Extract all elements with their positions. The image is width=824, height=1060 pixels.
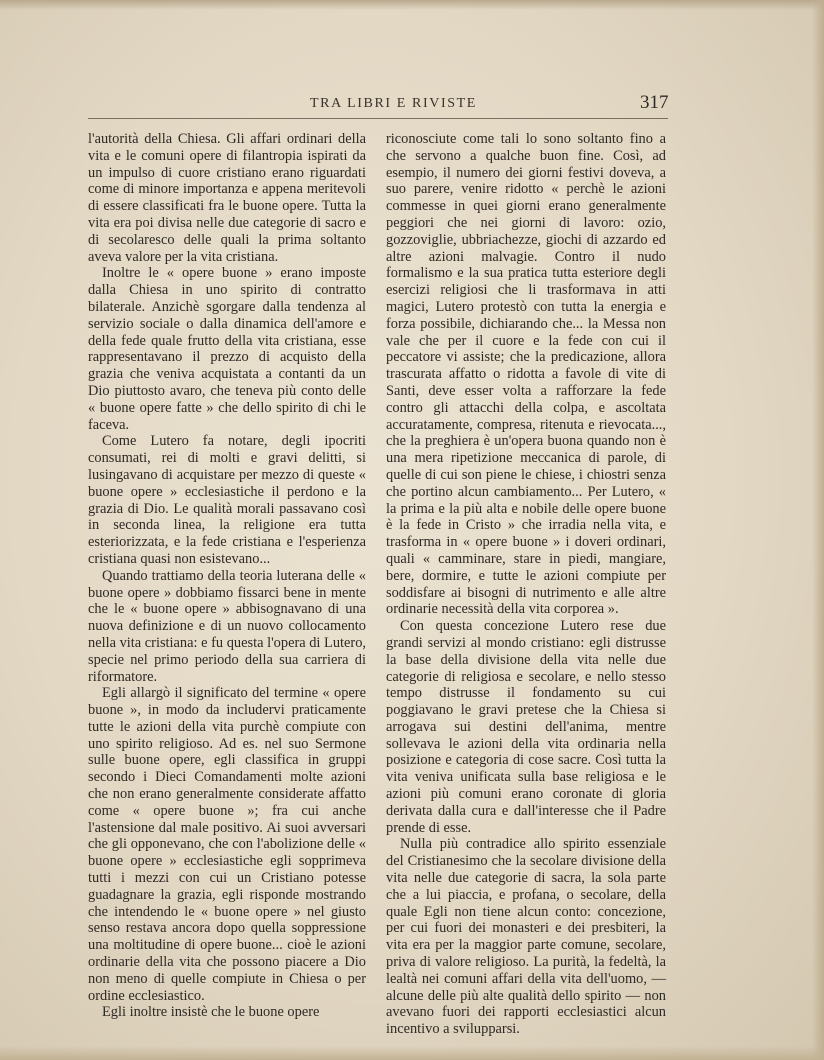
header-rule [88,118,668,119]
left-column [88,131,366,1021]
paragraph: Come Lutero fa notare, degli ipocriti consumati, rei di molti e gravi delitti, si lusingavano di acquistare per mezzo di queste « buone opere » ecclesiastiche il perdono e la grazia di Dio. Le qualità morali passavano così in seconda linea, la religione era tutta esteriorizzata, e la fede cristiana e l'esperienza cristiana quasi non esistevano... [88,433,366,567]
page-number: 317 [640,92,669,113]
paragraph: Egli allargò il significato del termine « opere buone », in modo da includervi praticamente tutte le azioni della vita purchè compiute con uno spirito religioso. Ad es. nel suo Sermone sulle buone opere, egli classifica in gruppi secondo i Dieci Comandamenti molte azioni che non erano generalmente considerate affatto come « opere buone »; fra cui anche l'astensione dal male positivo. Ai suoi avversari che gli opponevano, che con l'abolizione delle « buone opere » ecclesiastiche egli sopprimeva tutti i mezzi con cui un Cristiano potesse guadagnare la grazia, egli risponde mostrando che intendendo le « buone opere » nel giusto senso restava ancora dopo quella soppressione una moltitudine di opere buone... cioè le azioni ordinarie della vita che possono piacere a Dio non meno di quelle compiute in Chiesa o per ordine ecclesiastico. [88,685,366,1004]
running-head: TRA LIBRI E RIVISTE [310,96,477,111]
paragraph: Quando trattiamo della teoria luterana delle « buone opere » dobbiamo fissarci bene in mente che le « buone opere » abbisognavano di una nuova definizione e di un nuovo collocamento nella vita cristiana: e fu questa l'opera di Lutero, specie nel primo periodo della sua carriera di riformatore. [88,567,366,685]
paragraph: l'autorità della Chiesa. Gli affari ordinari della vita e le comuni opere di filantropia ispirati da un impulso di cuore cristiano erano riguardati come di minore importanza e appena meritevoli di essere classificati fra le buone opere. Tutta la vita era poi divisa nelle due categorie di sacro e di secolaresco delle quali la prima soltanto aveva valore per la vita cristiana. [88,131,366,265]
paragraph: Inoltre le « opere buone » erano imposte dalla Chiesa in uno spirito di contratto bilaterale. Anzichè sgorgare dalla tendenza al servizio sociale o dalla dinamica dell'amore e della fede quale frutto della vita cristiana, esse rappresentavano il prezzo di acquisto della grazia che veniva acquistata a contanti da un Dio piuttosto avaro, che teneva più conto delle « buone opere fatte » che dello spirito di chi le faceva. [88,265,366,433]
paragraph: Nulla più contradice allo spirito essenziale del Cristianesimo che la secolare divisione della vita nelle due categorie di sacra, la sola parte che a lui piaccia, e profana, o secolare, della quale Egli non tiene alcun conto: concezione, per cui fuori dei monasteri e dei presbiteri, la vita era per la maggior parte comune, secolare, priva di valore religioso. La purità, la fedeltà, la lealtà nei comuni affari della vita dell'uomo, — alcune delle più alte qualità dello spirito — non avevano fuori dei rapporti ecclesiastici alcun incentivo a svilupparsi. [386,836,666,1038]
paragraph: Egli inoltre insistè che le buone opere [102,1004,320,1021]
paragraph: Con questa concezione Lutero rese due grandi servizi al mondo cristiano: egli distrusse la base della divisione della vita nelle due categorie di religiosa e secolare, e nello stesso tempo distrusse il fondamento su cui poggiavano le gravi pretese che la Chiesa si arrogava sui destini dell'anima, mentre sollevava le azioni della vita ordinaria nella posizione e categoria di cose sacre. Così tutta la vita veniva unificata sulla base religiosa e le azioni più comuni erano coronate di gloria derivata dalla cura e dall'interesse che il Padre prende di esse. [386,618,666,836]
right-column [386,131,666,1038]
page-edge-shadow-right [812,0,824,1060]
page-edge-shadow-bottom [0,1046,824,1060]
page-edge-shadow-top [0,0,824,10]
paragraph: riconosciute come tali lo sono soltanto fino a che servono a qualche buon fine. Così, ad esempio, il numero dei giorni festivi doveva, a suo parere, venire ridotto « perchè le azioni commesse in quei giorni erano generalmente peggiori che nei giorni di lavoro: ozio, gozzoviglie, ubbriachezze, giochi di azzardo ed altre azioni malvagie. Contro il nudo formalismo e la sua pratica tutta esteriore degli esercizi religiosi che li trasformava in atti magici, Lutero protestò con tutta la energia e forza possibile, dichiarando che... la Messa non vale che per il cuore e la fede con cui il peccatore vi assiste; che la predicazione, allora trascurata affatto o ridotta a favole di vite di Santi, deve esser volta a rafforzare la fede contro gli attacchi della colpa, e ascoltata accuratamente, compresa, ritenuta e rievocata..., che la preghiera è un'opera buona quando non è una mera ripetizione meccanica di parole, di quelle di cui son piene le chiese, i chiostri senza che portino alcun cambiamento... Per Lutero, « la prima e la più alta e nobile delle opere buone è la fede in Cristo » che irradia nella vita, e trasforma in « opere buone » i doveri ordinari, quali « camminare, stare in piedi, mangiare, bere, dormire, e tutte le azioni compiute per soddisfare ai bisogni di nutrimento e alle altre ordinarie necessità della vita corporea ». [386,131,666,618]
